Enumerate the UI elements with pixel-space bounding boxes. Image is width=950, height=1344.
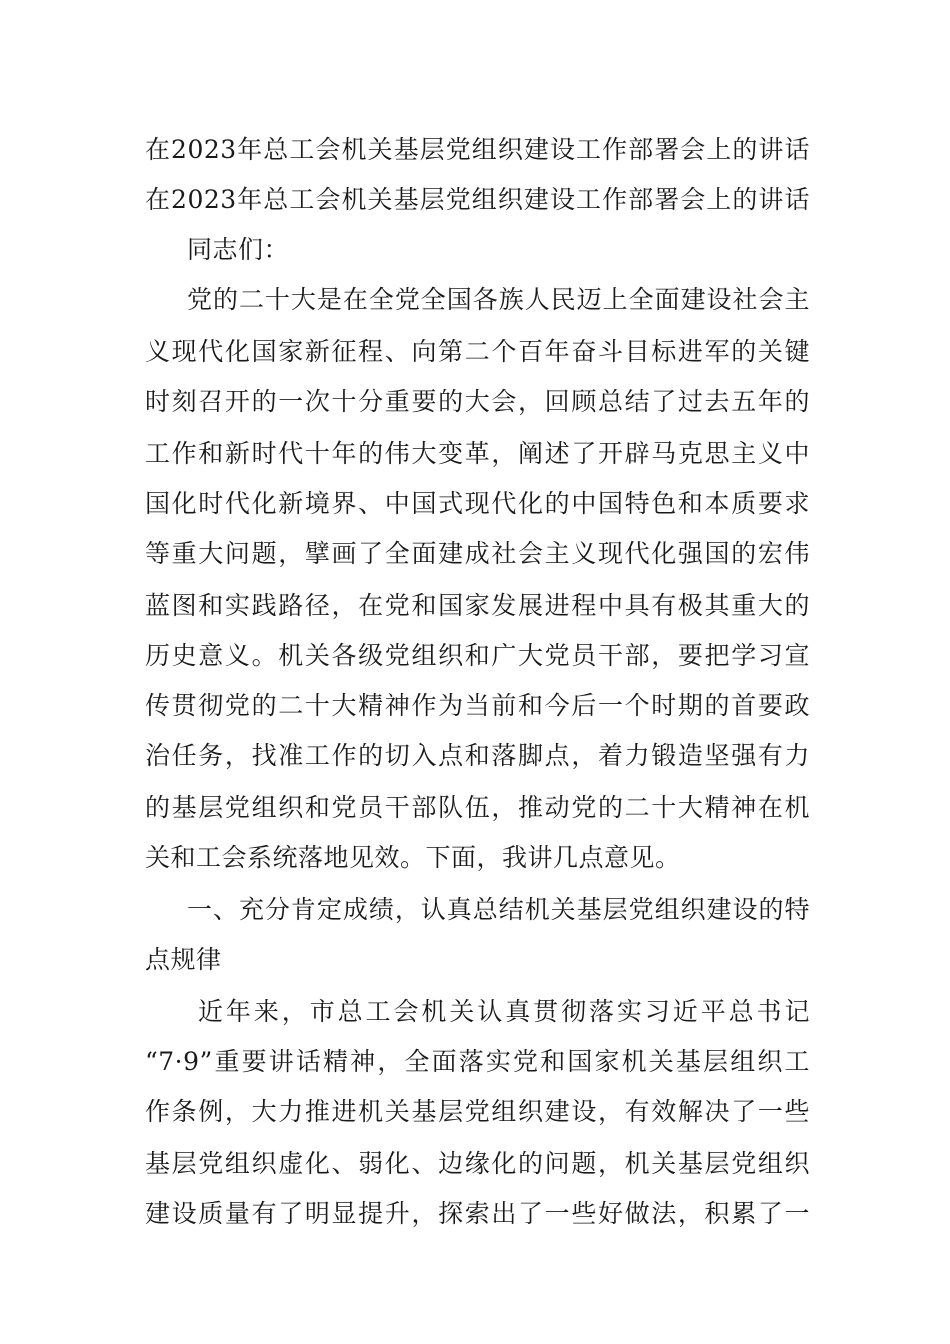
paragraph-2-line: 建设质量有了明显提升，探索出了一些好做法，积累了一 [145,1199,810,1228]
paragraph-2-line: 近年来，市总工会机关认真贯彻落实习近平总书记 [198,997,810,1026]
section-heading-1-continued: 点规律 [145,945,222,974]
paragraph-1-line: 关和工会系统落地见效。下面，我讲几点意见。 [145,843,681,872]
paragraph-1-line: 时刻召开的一次十分重要的大会，回顾总结了过去五年的 [145,387,810,416]
paragraph-1-line: 党的二十大是在全党全国各族人民迈上全面建设社会主 [187,285,810,314]
paragraph-2-line: 基层党组织虚化、弱化、边缘化的问题，机关基层党组织 [145,1149,810,1178]
paragraph-2-line: “7·9”重要讲话精神，全面落实党和国家机关基层组织工 [145,1047,810,1076]
paragraph-1-line: 传贯彻党的二十大精神作为当前和今后一个时期的首要政 [145,691,810,720]
paragraph-1-line: 国化时代化新境界、中国式现代化的中国特色和本质要求 [145,489,810,518]
paragraph-1-line: 工作和新时代十年的伟大变革，阐述了开辟马克思主义中 [145,439,810,468]
document-title-line-1: 在2023年总工会机关基层党组织建设工作部署会上的讲话 [145,135,810,164]
paragraph-1-line: 蓝图和实践路径，在党和国家发展进程中具有极其重大的 [145,591,810,620]
paragraph-1-line: 义现代化国家新征程、向第二个百年奋斗目标进军的关键 [145,337,810,366]
paragraph-1-line: 的基层党组织和党员干部队伍，推动党的二十大精神在机 [145,793,810,822]
document-title-line-2: 在2023年总工会机关基层党组织建设工作部署会上的讲话 [145,185,810,214]
salutation: 同志们： [187,235,290,264]
paragraph-2-line: 作条例，大力推进机关基层党组织建设，有效解决了一些 [145,1097,810,1126]
paragraph-1-line: 历史意义。机关各级党组织和广大党员干部，要把学习宣 [145,641,810,670]
section-heading-1: 一、充分肯定成绩，认真总结机关基层党组织建设的特 [187,895,810,924]
paragraph-1-line: 治任务，找准工作的切入点和落脚点，着力锻造坚强有力 [145,741,810,770]
paragraph-1-line: 等重大问题，擘画了全面建成社会主义现代化强国的宏伟 [145,539,810,568]
